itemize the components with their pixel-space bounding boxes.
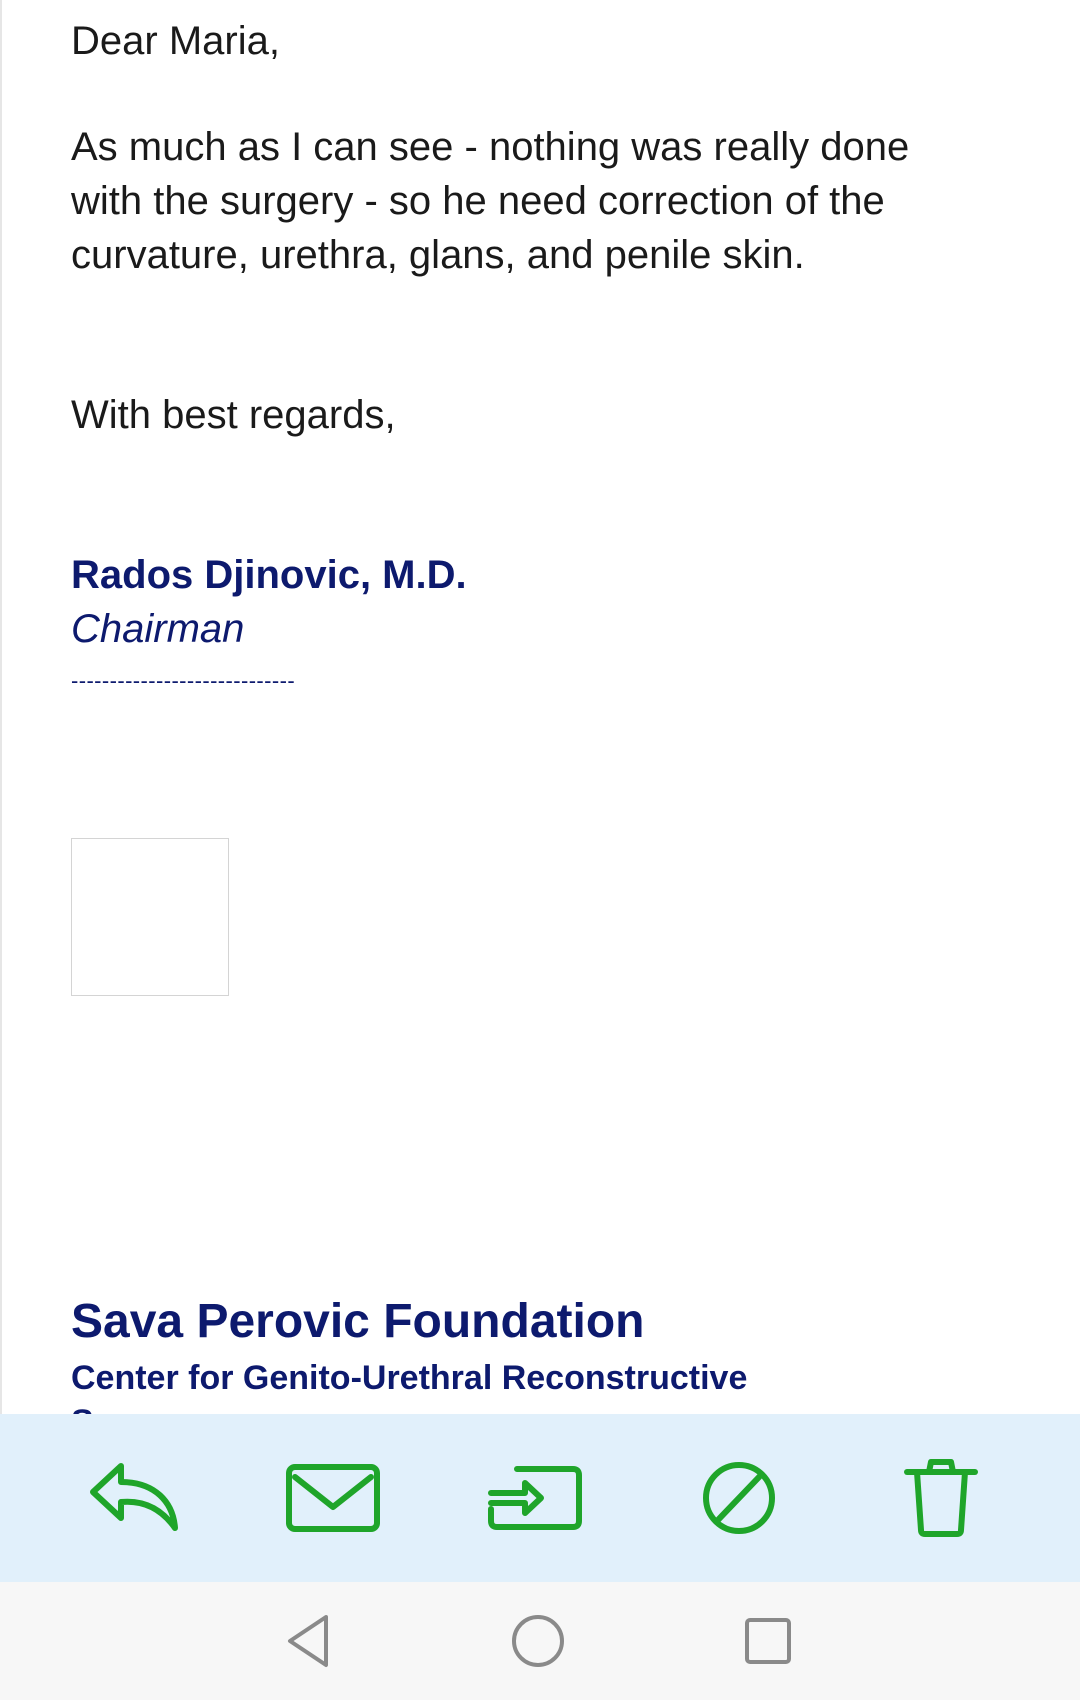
signature-title: Chairman [71,607,245,651]
email-body-text: As much as I can see - nothing was really done with the surgery - so he need correction of the curvature, urethra, glans, and penile skin. [71,125,910,277]
email-closing: With best regards, [71,393,396,437]
envelope-icon [285,1463,381,1533]
email-action-bar [0,1414,1080,1582]
square-recents-icon [743,1616,793,1666]
trash-icon [901,1456,981,1540]
signature-divider: ----------------------------- [71,668,296,693]
nav-recents-button[interactable] [728,1606,808,1676]
block-spam-button[interactable] [684,1448,794,1548]
system-navigation-bar [0,1582,1080,1700]
mark-unread-button[interactable] [278,1448,388,1548]
signature-name: Rados Djinovic, M.D. [71,553,467,597]
move-to-folder-icon [487,1463,583,1533]
embedded-image-placeholder[interactable] [71,838,229,996]
nav-home-button[interactable] [498,1606,578,1676]
triangle-back-icon [284,1613,332,1669]
email-greeting: Dear Maria, [71,19,280,63]
block-icon [699,1458,779,1538]
organization-name: Sava Perovic Foundation [71,1295,645,1348]
nav-back-button[interactable] [268,1606,348,1676]
circle-home-icon [510,1613,566,1669]
reply-button[interactable] [78,1448,188,1548]
delete-button[interactable] [886,1448,996,1548]
move-button[interactable] [480,1448,590,1548]
organization-subtitle: Center for Genito-Urethral Reconstructive [71,1359,748,1397]
reply-icon [83,1458,183,1538]
organization-subtitle-continued [71,1400,97,1414]
